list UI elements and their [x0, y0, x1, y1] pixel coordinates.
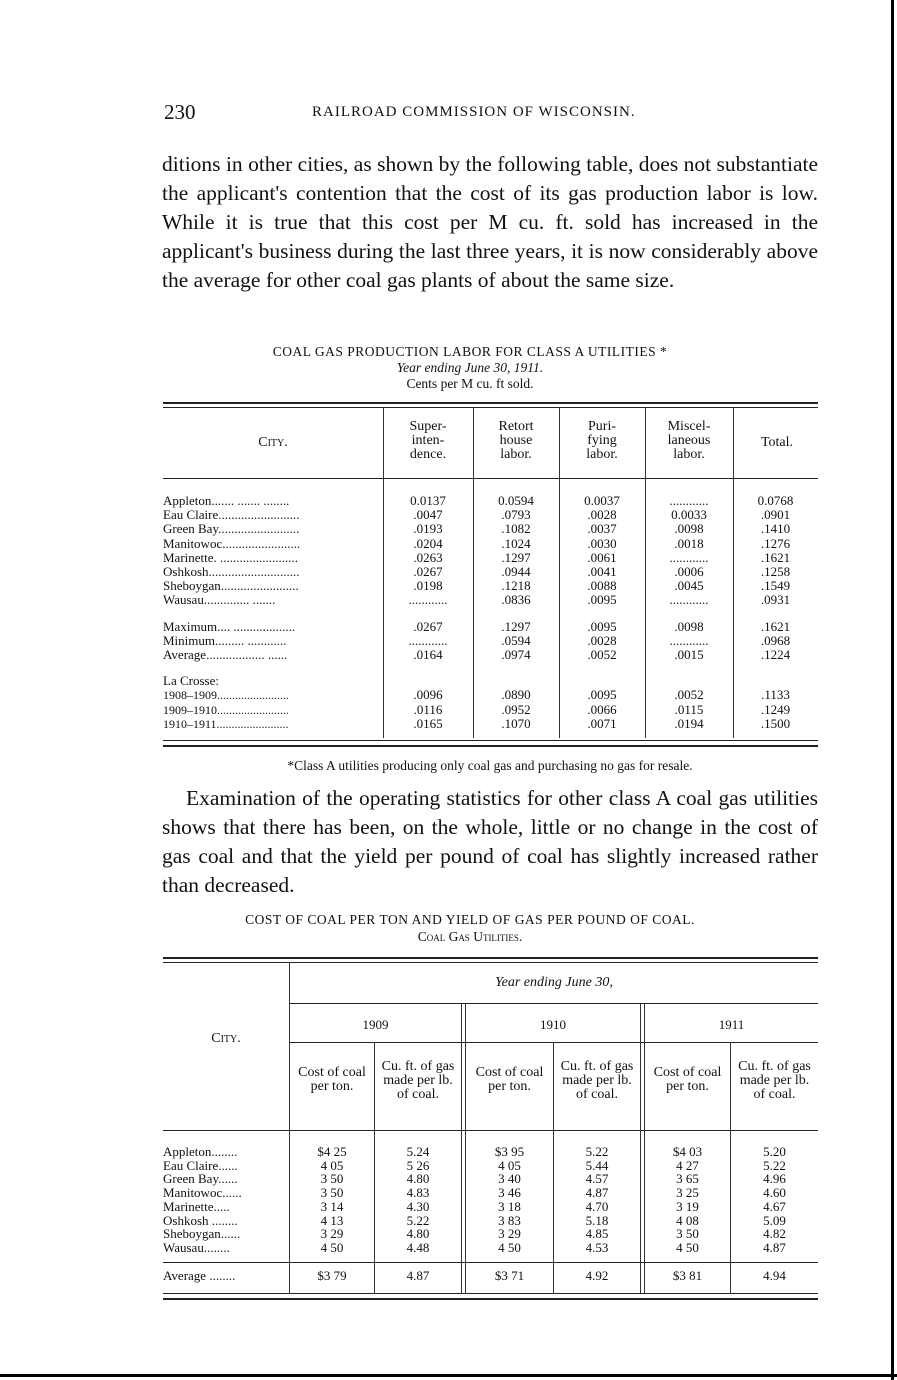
- table-row: Wausau.............. ....... ............ .0836 .0095 ............ .0931: [163, 592, 791, 608]
- t2-average-yield-1909: 4.87: [406, 1268, 430, 1283]
- table2-top-rule: [163, 957, 818, 959]
- table-row: 1909–1910........................ .0116 .0952 .0066 .0115 .1249: [163, 701, 791, 717]
- table1-top-rule: [163, 402, 818, 404]
- t2-year-1909: 1909: [362, 1017, 389, 1032]
- paragraph-1: ditions in other cities, as shown by the following table, does not substantiate the applicant's contention that the cost of its gas production labor is low. While it is true that this cost per M cu. ft. sold has increased in the applicant's business during the last three years, it is now considerably above the average for other coal gas plants of about the same size.: [162, 152, 818, 292]
- table2-subtitle: Coal Gas Utilities.: [417, 929, 523, 944]
- running-head: RAILROAD COMMISSION OF WISCONSIN.: [312, 104, 636, 120]
- table2-bottom-rule-2: [163, 1298, 818, 1300]
- table2-bottom-rule: [163, 1293, 818, 1294]
- table-row: Green Bay......................... .0193 .1082 .0037 .0098 .1410: [163, 521, 791, 537]
- t2-year-rule: [290, 1003, 818, 1004]
- t2-divider: [461, 1004, 462, 1293]
- t2-header-yield-1911: Cu. ft. of gas made per lb. of coal.: [738, 1059, 811, 1102]
- t1-header-retort: Retort house labor.: [498, 419, 534, 462]
- table-row-min: Minimum......... ............ ............ .0594 .0028 ............ .0968: [163, 632, 791, 648]
- table-row: 1908–1909........................ .0096 .0890 .0095 .0052 .1133: [163, 687, 790, 703]
- t1-header-purify: Puri- fying labor.: [586, 419, 618, 462]
- t2-cost-1909-column: $4 25 4 05 3 50 3 50 3 14 4 13 3 29 4 50: [317, 1144, 347, 1255]
- t2-cost-1910-column: $3 95 4 05 3 40 3 46 3 18 3 83 3 29 4 50: [494, 1144, 525, 1255]
- t2-yield-1910-column: 5.22 5.44 4.57 4.87 4.70 5.18 4.85 4.53: [585, 1144, 609, 1255]
- t1-header-sup: Super- inten- dence.: [409, 419, 447, 462]
- table-row: 1910–1911........................ .0165 .1070 .0071 .0194 .1500: [163, 715, 791, 731]
- t2-subyear-rule: [290, 1042, 818, 1043]
- t1-header-total: Total.: [760, 435, 794, 450]
- list-item: Appleton........: [163, 1144, 238, 1159]
- t2-header-yield-1909: Cu. ft. of gas made per lb. of coal.: [381, 1059, 455, 1102]
- t2-header-rule: [163, 1130, 818, 1131]
- list-item: Manitowoc......: [163, 1185, 242, 1201]
- table-row: Oshkosh............................ .0267 .0944 .0041 .0006 .1258: [163, 564, 791, 580]
- page-number: 230: [164, 100, 196, 124]
- list-item: Sheboygan......: [163, 1226, 241, 1242]
- t2-header-year-ending: Year ending June 30,: [495, 975, 613, 990]
- table-row: Marinette. ........................ .0263 .1297 .0061 ............ .1621: [163, 549, 791, 565]
- t2-average-rule: [163, 1262, 818, 1263]
- table-row-max: Maximum.... ................... .0267 .1297 .0095 .0098 .1621: [163, 618, 791, 634]
- t2-cost-1911-column: $4 03 4 27 3 65 3 25 3 19 4 08 3 50 4 50: [672, 1144, 703, 1255]
- table-row: Sheboygan........................ .0198 .1218 .0088 .0045 .1549: [163, 578, 791, 594]
- t1-header-misc: Miscel- laneous labor.: [667, 419, 711, 462]
- t2-city-column: [163, 1145, 289, 1255]
- table-row-avg: Average.................. ...... .0164 .0974 .0052 .0015 .1224: [163, 647, 791, 663]
- t1-header-city: City.: [258, 435, 288, 450]
- t2-average-cost-1911: $3 81: [672, 1268, 703, 1283]
- table2-title: COST OF COAL PER TON AND YIELD OF GAS PER POUND OF COAL.: [245, 912, 695, 927]
- t2-average-cost-1910: $3 71: [494, 1268, 525, 1283]
- t2-average-label: Average ........: [163, 1268, 236, 1283]
- t2-average-yield-1911: 4.94: [763, 1268, 786, 1283]
- t2-divider: [640, 1004, 641, 1293]
- list-item: Green Bay......: [163, 1171, 238, 1187]
- table1-unit: Cents per M cu. ft sold.: [406, 376, 534, 391]
- t2-header-yield-1910: Cu. ft. of gas made per lb. of coal.: [560, 1059, 634, 1102]
- lacrosse-label-row: La Crosse:: [163, 674, 219, 689]
- table1-subtitle: Year ending June 30, 1911.: [396, 360, 544, 375]
- paragraph-2: Examination of the operating statistics for other class A coal gas utilities shows that there has been, on the whole, little or no change in the cost of gas coal and that the yield per pound of coal has slightly increased rather than decreased.: [162, 786, 818, 897]
- t2-average-cost-1909: $3 79: [317, 1268, 347, 1283]
- table1-body: [163, 480, 818, 731]
- t2-yield-1909-column: 5.24 5 26 4.80 4.83 4.30 5.22 4.80 4.48: [406, 1144, 430, 1255]
- table2-top-rule-2: [163, 962, 818, 963]
- list-item: Marinette.....: [163, 1198, 230, 1214]
- t2-header-cost-1911: Cost of coal per ton.: [653, 1065, 722, 1094]
- list-item: Eau Claire......: [163, 1157, 238, 1173]
- page-right-edge: [891, 0, 894, 1380]
- table1-title: COAL GAS PRODUCTION LABOR FOR CLASS A UTILITIES *: [272, 344, 668, 359]
- table1-header-rule: [163, 478, 818, 479]
- table-row: Appleton....... ....... ........ 0.0137 0.0594 0.0037 ............ 0.0768: [163, 493, 794, 508]
- table1-footnote: *Class A utilities producing only coal gas and purchasing no gas for resale.: [287, 758, 693, 773]
- t2-header-cost-1909: Cost of coal per ton.: [298, 1065, 366, 1094]
- table-row: Manitowoc........................ .0204 .1024 .0030 .0018 .1276: [163, 535, 791, 551]
- list-item: Oshkosh ........: [163, 1212, 238, 1228]
- table1-bottom-rule: [163, 740, 818, 741]
- t2-header-city: City.: [211, 1031, 241, 1046]
- t2-header-cost-1910: Cost of coal per ton.: [475, 1065, 544, 1094]
- page-bottom-edge: [0, 1374, 897, 1377]
- t2-average-yield-1910: 4.92: [585, 1268, 609, 1283]
- table-row: Eau Claire......................... .0047 .0793 .0028 0.0033 .0901: [163, 507, 791, 523]
- t2-year-1911: 1911: [718, 1017, 745, 1032]
- t2-year-1910: 1910: [540, 1017, 566, 1032]
- t2-yield-1911-column: 5.20 5.22 4.96 4.60 4.67 5.09 4.82 4.87: [763, 1144, 786, 1255]
- table1-bottom-rule-2: [163, 745, 818, 747]
- list-item: Wausau........: [163, 1239, 230, 1255]
- table1-top-rule-2: [163, 407, 818, 408]
